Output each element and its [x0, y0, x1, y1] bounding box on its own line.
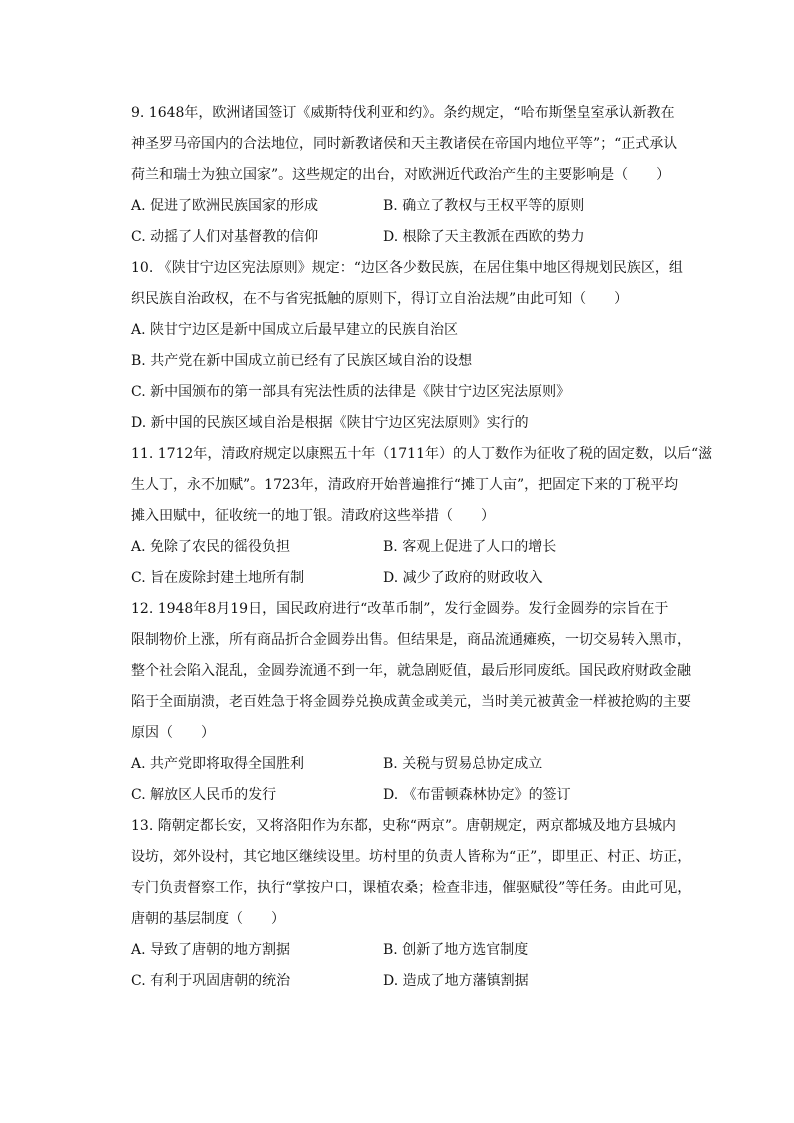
option-b: B. 确立了教权与王权平等的原则: [383, 198, 585, 214]
options: [131, 532, 691, 594]
stem-line: 13. 隋朝定都长安，又将洛阳作为东都，史称“两京”。唐朝规定，两京都城及地方县城内: [131, 818, 677, 834]
options: [131, 315, 691, 439]
stem-line: 专门负责督察工作，执行“掌按户口，课植农桑；检查非违，催驱赋役”等任务。由此可见，: [131, 880, 692, 896]
option-b: B. 创新了地方选官制度: [383, 942, 529, 958]
option-a: A. 促进了欧洲民族国家的形成: [131, 198, 319, 214]
question-12: [131, 594, 691, 811]
option-d: D. 减少了政府的财政收入: [383, 570, 543, 586]
question-stem: [131, 439, 713, 532]
question-stem: [131, 811, 691, 935]
option-a: A. 免除了农民的徭役负担: [131, 539, 291, 555]
question-11: [131, 439, 713, 594]
stem-line: 唐朝的基层制度（ ）: [131, 911, 285, 927]
question-list: [131, 98, 713, 997]
options: [131, 191, 691, 253]
question-13: [131, 811, 691, 997]
stem-line: 生人丁，永不加赋”。1723年，清政府开始普遍推行“摊丁人亩”，把固定下来的丁税平均: [131, 477, 679, 493]
stem-line: 原因（ ）: [131, 725, 215, 741]
option-a: A. 陕甘宁边区是新中国成立后最早建立的民族自治区: [131, 322, 459, 338]
option-c: C. 解放区人民币的发行: [131, 787, 277, 803]
options: [131, 935, 691, 997]
stem-line: 限制物价上涨，所有商品折合金圆券出售。但结果是，商品流通瘫痪，一切交易转入黑市，: [131, 632, 691, 648]
question-10: [131, 253, 691, 439]
options: [131, 749, 691, 811]
stem-line: 设坊，郊外设村，其它地区继续设里。坊村里的负责人皆称为“正”，即里正、村正、坊正，: [131, 849, 692, 865]
option-a: A. 导致了唐朝的地方割据: [131, 942, 291, 958]
option-c: C. 新中国颁布的第一部具有宪法性质的法律是《陕甘宁边区宪法原则》: [131, 384, 571, 400]
stem-line: 荷兰和瑞士为独立国家”。这些规定的出台，对欧洲近代政治产生的主要影响是（ ）: [131, 167, 671, 183]
question-9: [131, 98, 691, 253]
option-d: D. 根除了天主教派在西欧的势力: [383, 229, 585, 245]
question-stem: [131, 253, 691, 315]
stem-line: 摊入田赋中，征收统一的地丁银。清政府这些举措（ ）: [131, 508, 495, 524]
option-b: B. 客观上促进了人口的增长: [383, 539, 557, 555]
stem-line: 12. 1948年8月19日，国民政府进行“改革币制”，发行金圆券。发行金圆券的宗旨在于: [131, 601, 669, 617]
stem-line: 9. 1648年，欧洲诸国签订《威斯特伐利亚和约》。条约规定，“哈布斯堡皇室承认新教在: [131, 105, 675, 121]
stem-line: 整个社会陷入混乱，金圆券流通不到一年，就急剧贬值，最后形同废纸。国民政府财政金融: [131, 663, 691, 679]
stem-line: 10. 《陕甘宁边区宪法原则》规定：“边区各少数民族，在居住集中地区得规划民族区，组: [131, 260, 683, 276]
question-stem: [131, 98, 691, 191]
option-c: C. 有利于巩固唐朝的统治: [131, 973, 291, 989]
stem-line: 11. 1712年，清政府规定以康熙五十年（1711年）的人丁数作为征收了税的固定数，以后“滋: [131, 446, 713, 462]
stem-line: 织民族自治政权，在不与省宪抵触的原则下，得订立自治法规”由此可知（ ）: [131, 291, 629, 307]
option-d: D. 《布雷顿森林协定》的签订: [383, 787, 571, 803]
stem-line: 陷于全面崩溃，老百姓急于将金圆券兑换成黄金或美元，当时美元被黄金一样被抢购的主要: [131, 694, 691, 710]
option-d: D. 新中国的民族区域自治是根据《陕甘宁边区宪法原则》实行的: [131, 415, 529, 431]
option-b: B. 关税与贸易总协定成立: [383, 756, 543, 772]
option-d: D. 造成了地方藩镇割据: [383, 973, 529, 989]
stem-line: 神圣罗马帝国内的合法地位，同时新教诸侯和天主教诸侯在帝国内地位平等”；“正式承认: [131, 136, 678, 152]
option-b: B. 共产党在新中国成立前已经有了民族区域自治的设想: [131, 353, 473, 369]
option-a: A. 共产党即将取得全国胜利: [131, 756, 305, 772]
option-c: C. 动摇了人们对基督教的信仰: [131, 229, 319, 245]
option-c: C. 旨在废除封建土地所有制: [131, 570, 305, 586]
question-stem: [131, 594, 691, 749]
